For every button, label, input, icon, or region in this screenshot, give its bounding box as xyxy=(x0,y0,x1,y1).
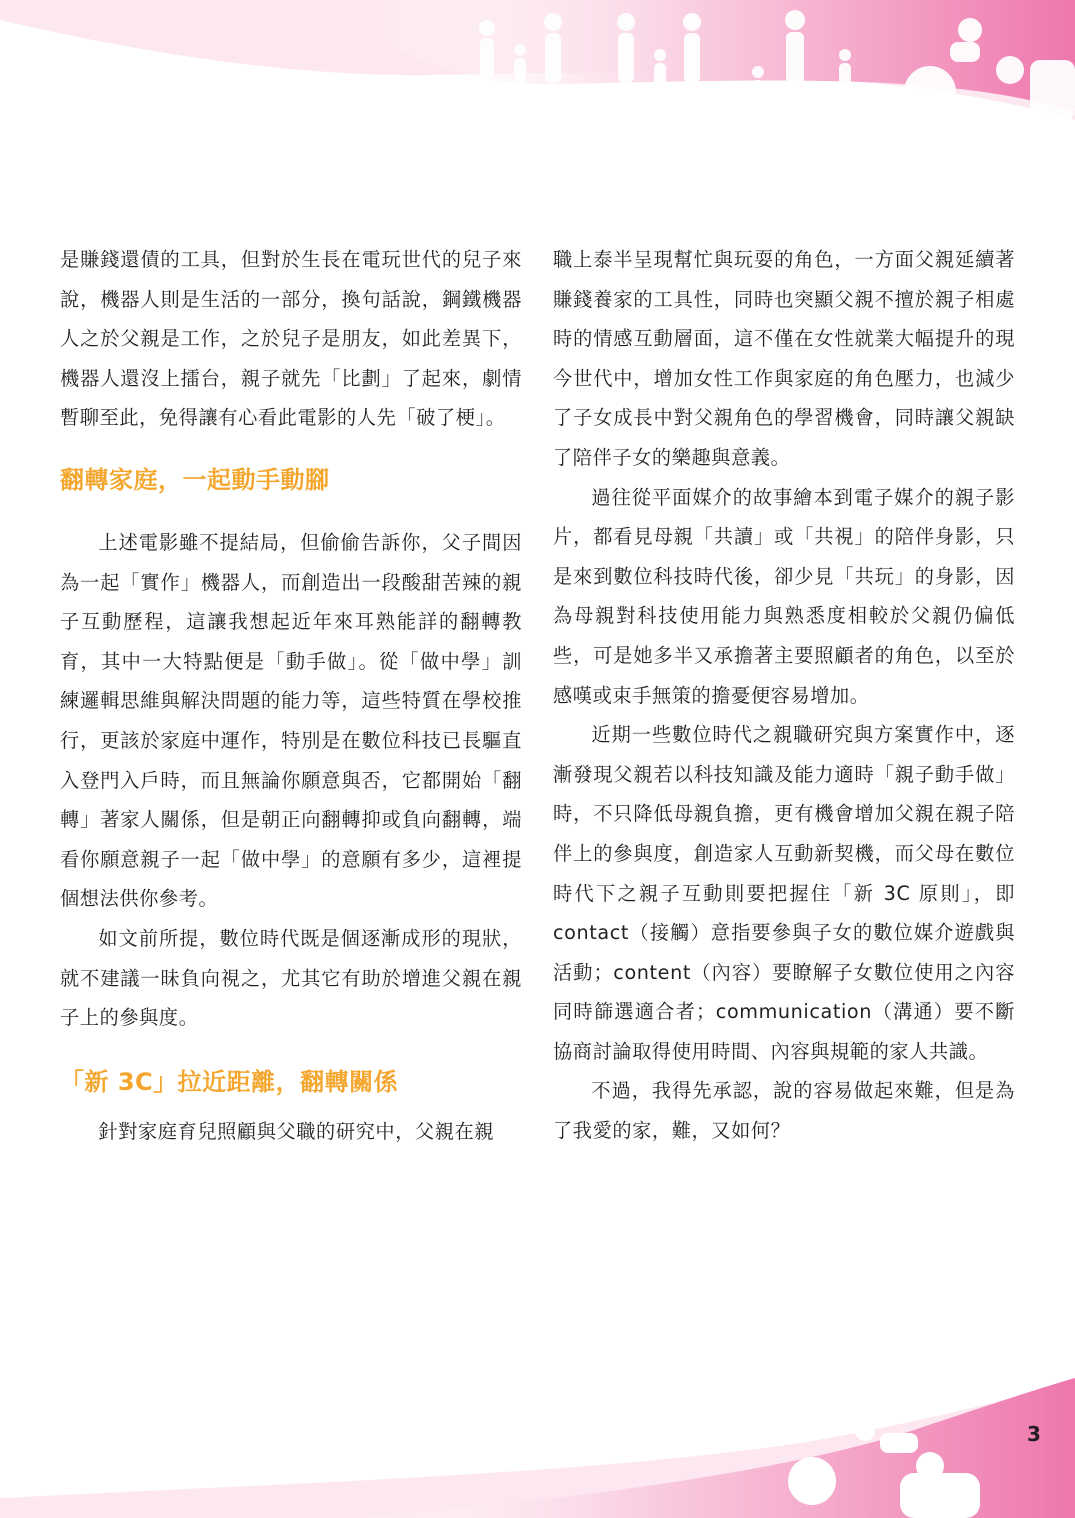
left-paragraph-4: 針對家庭育兒照顧與父職的研究中，父親在親 xyxy=(98,1119,495,1143)
left-paragraph-2: 上述電影雖不提結局，但偷偷告訴你，父子間因為一起「實作」機器人，而創造出一段酸甜苦辣的親子互動歷程，這讓我想起近年來耳熟能詳的翻轉教育，其中一大特點便是「動手做」。從「做中學」訓練邏輯思維與解決問題的能力等，這些特質在學校推行，更該於家庭中運作，特別是在數位科技已長驅直入登門入戶時，而且無論你願意與否，它都開始「翻轉」著家人關係，但是朝正向翻轉抑或負向翻轉，端看你願意親子一起「做中學」的意願有多少，這裡提個想法供你參考。 xyxy=(60,530,522,911)
right-paragraph-2: 過往從平面媒介的故事繪本到電子媒介的親子影片，都看見母親「共讀」或「共視」的陪伴身影，只是來到數位科技時代後，卻少見「共玩」的身影，因為母親對科技使用能力與熟悉度相較於父親仍偏低些，可是她多半又承擔著主要照顧者的角色，以至於感嘆或束手無策的擔憂便容易增加。 xyxy=(553,485,1015,707)
left-paragraph-1: 是賺錢還債的工具，但對於生長在電玩世代的兒子來說，機器人則是生活的一部分，換句話說，鋼鐵機器人之於父親是工作，之於兒子是朋友，如此差異下，機器人還沒上擂台，親子就先「比劃」了起來，劇情暫聊至此，免得讓有心看此電影的人先「破了梗」。 xyxy=(60,248,522,430)
left-column xyxy=(60,240,522,1151)
right-paragraph-1: 職上泰半呈現幫忙與玩耍的角色，一方面父親延續著賺錢養家的工具性，同時也突顯父親不擅於親子相處時的情感互動層面，這不僅在女性就業大幅提升的現今世代中，增加女性工作與家庭的角色壓力，也減少了子女成長中對父親角色的學習機會，同時讓父親缺了陪伴子女的樂趣與意義。 xyxy=(553,248,1015,469)
right-column xyxy=(553,240,1015,1151)
right-paragraph-3: 近期一些數位時代之親職研究與方案實作中，逐漸發現父親若以科技知識及能力適時「親子動手做」時，不只降低母親負擔，更有機會增加父親在親子陪伴上的參與度，創造家人互動新契機，而父母在數位時代下之親子互動則要把握住「新 3C 原則」，即 contact（接觸）意指要參與子女的數位媒介遊戲與活動；content（內容）要瞭解子女數位使用之內容同時篩選適合者；communication（溝通）要不斷協商討論取得使用時間、內容與規範的家人共識。 xyxy=(553,723,1015,1063)
section-heading-flip-family: 翻轉家庭，一起動手動腳 xyxy=(60,465,330,494)
footer-band xyxy=(0,1348,1075,1518)
header-band xyxy=(0,0,1075,130)
left-paragraph-3: 如文前所提，數位時代既是個逐漸成形的現狀，就不建議一昧負向視之，尤其它有助於增進父親在親子上的參與度。 xyxy=(60,926,522,1030)
page-number: 3 xyxy=(1027,1422,1041,1446)
right-paragraph-4: 不過，我得先承認，說的容易做起來難，但是為了我愛的家，難，又如何？ xyxy=(553,1079,1015,1143)
section-heading-new-3c: 「新 3C」拉近距離，翻轉關係 xyxy=(60,1067,399,1096)
